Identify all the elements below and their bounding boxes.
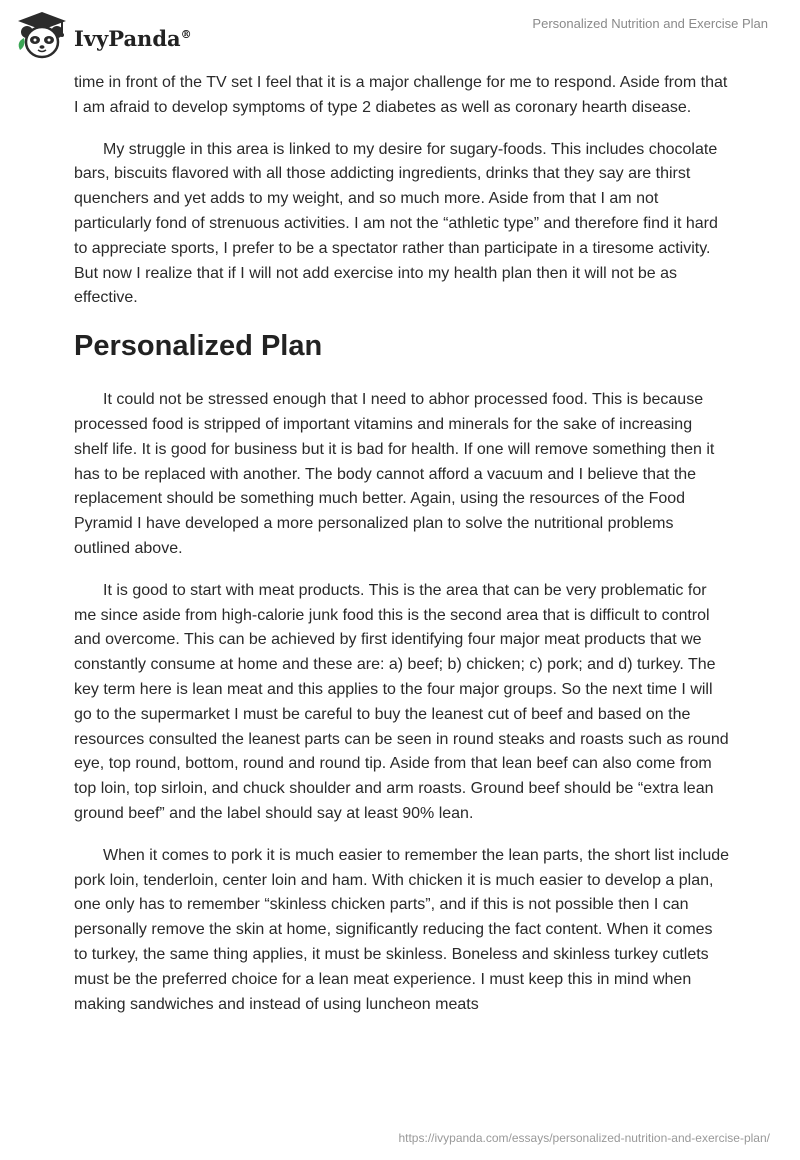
paragraph: It could not be stressed enough that I need to abhor processed food. This is because processed food is stripped of important vitamins and minerals for the sake of increasing shelf life. It is good for business but it is bad for health. If one will remove something then it has to be replaced with another. The body cannot afford a vacuum and I believe that the replacement should be something much better. Again, using the resources of the Food Pyramid I have developed a more personalized plan to solve the nutritional problems outlined above. (74, 391, 715, 557)
section-heading: Personalized Plan (74, 330, 323, 363)
paragraph: time in front of the TV set I feel that it is a major challenge for me to respond. Aside from that I am afraid to develop symptoms of type 2 diabetes as well as coronary hearth disease. (74, 74, 728, 116)
paragraph: My struggle in this area is linked to my desire for sugary-foods. This includes chocolate bars, biscuits flavored with all those addicting ingredients, drinks that they say are thirst quenchers and yet adds to my weight, and so much more. Aside from that I am not particularly fond of strenuous activities. I am not the “athletic type” and therefore find it hard to appreciate sports, I prefer to be a spectator rather than participate in a tiresome activity. But now I realize that if I will not add exercise into my health plan then it will not be as effective. (74, 140, 718, 307)
brand-name: IvyPanda® (74, 25, 192, 51)
page-header (0, 0, 800, 72)
paragraph: When it comes to pork it is much easier to remember the lean parts, the short list include pork loin, tenderloin, center loin and ham. With chicken it is much easier to develop a plan, one only has to remember “skinless chicken parts”, and if this is not possible then I can personally remove the skin at home, significantly reducing the fact content. When it comes to turkey, the same thing applies, it must be skinless. Boneless and skinless turkey cutlets must be the preferred choice for a lean meat experience. I must keep this in mind when making sandwiches and instead of using luncheon meats (74, 846, 730, 1013)
panda-graduate-icon (14, 8, 70, 64)
source-url[interactable]: https://ivypanda.com/essays/personalized-nutrition-and-exercise-plan/ (398, 1131, 770, 1145)
essay-body (74, 71, 730, 1034)
document-title: Personalized Nutrition and Exercise Plan (532, 16, 768, 31)
ivypanda-logo[interactable] (14, 8, 192, 64)
paragraph: It is good to start with meat products. This is the area that can be very problematic for me since aside from high-calorie junk food this is the second area that is difficult to control and overcome. This can be achieved by first identifying four major meat products that we constantly consume at home and these are: a) beef; b) chicken; c) pork; and d) turkey. The key term here is lean meat and this applies to the four major groups. So the next time I will go to the supermarket I must be careful to buy the leanest cut of beef and based on the resources consulted the leanest parts can be seen in round steaks and roasts such as round eye, top round, bottom, round and round tip. Aside from that lean beef can also come from top loin, top sirloin, and chuck shoulder and arm roasts. Ground beef should be “extra lean ground beef” and the label should say at least 90% lean. (74, 581, 729, 822)
